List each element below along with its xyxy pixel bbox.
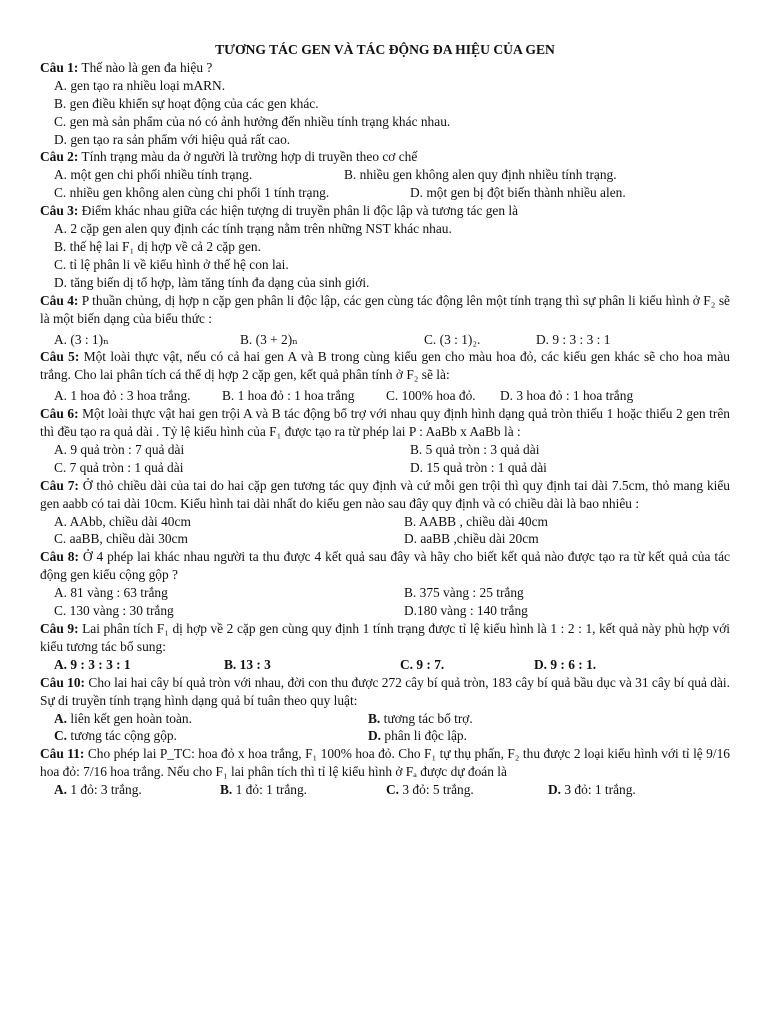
question-3 <box>40 202 730 220</box>
question-text: Lai phân tích F₁ dị hợp về 2 cặp gen cùng quy định 1 tính trạng được tỉ lệ kiểu hình là 1 : 2 : 1, kết quả này phù hợp với kiểu tương tác bổ sung: <box>40 621 730 654</box>
q11-option-c: C. 3 đỏ: 5 trắng. <box>386 782 474 798</box>
q9-options-row <box>40 656 730 674</box>
question-text: Một loài thực vật, nếu có cả hai gen A và B trong cùng kiểu gen cho màu hoa đỏ, các kiểu gen khác sẽ cho hoa màu trắng. Cho lai phân tích cá thể dị hợp 2 cặp gen, kết quả phân tính ở F₂ sẽ là: <box>40 349 730 383</box>
question-label: Câu 1: <box>40 59 79 75</box>
q1-option-a: A. gen tạo ra nhiều loại mARN. <box>54 77 226 93</box>
question-text: Ở thỏ chiều dài của tai do hai cặp gen tương tác quy định và cứ mỗi gen trội thì quy định tai dài 7.5cm, thỏ mang kiểu gen aabb có tai dài 10cm. Kiểu hình tai dài nhất do kiểu gen nào sau đây quy định và có chiều dài là bao nhiêu : <box>40 477 730 511</box>
q2-options-row-1 <box>40 166 730 184</box>
question-9 <box>40 620 730 656</box>
question-text: Điểm khác nhau giữa các hiện tượng di truyền phân li độc lập và tương tác gen là <box>78 203 519 219</box>
q9-option-b: B. 13 : 3 <box>224 656 271 672</box>
q8-options-row-1 <box>40 584 730 602</box>
question-label: Câu 3: <box>40 203 79 219</box>
question-4 <box>40 292 730 328</box>
q2-option-b: B. nhiều gen không alen quy định nhiều tính trạng. <box>344 167 617 183</box>
question-7 <box>40 477 730 513</box>
question-11 <box>40 745 730 781</box>
q10-options-row-2 <box>40 727 730 745</box>
q6-options-row-2 <box>40 459 730 477</box>
q8-option-c: C. 130 vàng : 30 trắng <box>54 603 174 619</box>
question-label: Câu 10: <box>40 674 86 690</box>
q6-option-a: A. 9 quả tròn : 7 quả dài <box>54 441 185 457</box>
q5-option-b: B. 1 hoa đỏ : 1 hoa trắng <box>222 388 355 404</box>
question-label: Câu 11: <box>40 746 85 762</box>
question-1 <box>40 59 730 77</box>
question-text: P thuần chủng, dị hợp n cặp gen phân li độc lập, các gen cùng tác động lên một tính trạng thì sự phân li kiểu hình ở F₂ sẽ là một biến dạng của biểu thức : <box>40 292 730 326</box>
question-text: Một loài thực vật hai gen trội A và B tác động bổ trợ với nhau quy định hình dạng quả tròn thiếu 1 hoặc thiếu 2 gen trên thì đều tạo ra quả dài . Tỷ lệ kiểu hình của F₁ được tạo ra từ phép lai P : AaBb x AaBb là : <box>40 406 730 440</box>
question-text: Cho phép lai P_TC: hoa đỏ x hoa trắng, F₁ 100% hoa đỏ. Cho F₁ tự thụ phấn, F₂ thu được 2 loại kiểu hình với tỉ lệ 9/16 hoa đỏ: 7/16 hoa trắng. Nếu cho F₁ lai phân tích thì tỉ lệ kiểu hình ở Fₐ được dự đoán là <box>40 746 730 780</box>
question-label: Câu 7: <box>40 477 79 493</box>
q3-option-a: A. 2 cặp gen alen quy định các tính trạng nằm trên những NST khác nhau. <box>54 221 452 237</box>
q5-option-c: C. 100% hoa đỏ. <box>386 388 476 404</box>
q5-option-d: D. 3 hoa đỏ : 1 hoa trắng <box>500 388 634 404</box>
worksheet-page <box>40 41 730 799</box>
q6-option-b: B. 5 quả tròn : 3 quả dài <box>410 441 540 457</box>
q4-option-a: A. (3 : 1)ₙ <box>54 331 109 347</box>
q11-option-d: D. 3 đỏ: 1 trắng. <box>548 782 636 798</box>
q4-option-d: D. 9 : 3 : 3 : 1 <box>536 331 611 347</box>
page-title: TƯƠNG TÁC GEN VÀ TÁC ĐỘNG ĐA HIỆU CỦA GEN <box>215 42 555 57</box>
q3-option-d: D. tăng biến dị tổ hợp, làm tăng tính đa dạng của sinh giới. <box>54 274 370 290</box>
q11-option-b: B. 1 đỏ: 1 trắng. <box>220 782 308 798</box>
q10-option-a: A. liên kết gen hoàn toàn. <box>54 710 192 726</box>
q5-options-row <box>40 387 730 405</box>
q11-options-row <box>40 781 730 799</box>
q6-option-d: D. 15 quả tròn : 1 quả dài <box>410 459 547 475</box>
q4-option-b: B. (3 + 2)ₙ <box>240 331 298 347</box>
q9-option-d: D. 9 : 6 : 1. <box>534 656 597 672</box>
q8-option-d: D.180 vàng : 140 trắng <box>404 603 528 619</box>
question-text: Ở 4 phép lai khác nhau người ta thu được 4 kết quả sau đây và hãy cho biết kết quả nào được tạo ra từ kết quả của tác động gen kiểu cộng gộp ? <box>40 549 730 583</box>
question-text: Cho lai hai cây bí quả tròn với nhau, đời con thu được 272 cây bí quả tròn, 183 cây bí quả bầu dục và 31 cây bí quả dài. Sự di truyền tính trạng hình dạng quả bí tuân theo quy luật: <box>40 674 730 708</box>
q7-options-row-1 <box>40 513 730 531</box>
q6-options-row-1 <box>40 441 730 459</box>
q7-options-row-2 <box>40 530 730 548</box>
question-10 <box>40 674 730 710</box>
q7-option-b: B. AABB , chiều dài 40cm <box>404 513 548 529</box>
question-8 <box>40 548 730 584</box>
q8-option-b: B. 375 vàng : 25 trắng <box>404 585 524 601</box>
question-label: Câu 8: <box>40 549 79 565</box>
q11-option-a: A. 1 đỏ: 3 trắng. <box>54 782 142 798</box>
q10-option-c: C. tương tác cộng gộp. <box>54 728 177 744</box>
q3-option-c: C. tỉ lệ phân li về kiểu hình ở thế hệ con lai. <box>54 256 289 272</box>
q4-option-c: C. (3 : 1)₂. <box>424 331 481 347</box>
q9-option-c: C. 9 : 7. <box>400 656 445 672</box>
q1-option-b: B. gen điều khiển sự hoạt động của các gen khác. <box>54 95 319 111</box>
q7-option-c: C. aaBB, chiều dài 30cm <box>54 531 188 547</box>
q8-option-a: A. 81 vàng : 63 trắng <box>54 585 168 601</box>
q7-option-a: A. AAbb, chiều dài 40cm <box>54 513 191 529</box>
q1-option-d: D. gen tạo ra sản phẩm với hiệu quả rất cao. <box>54 131 291 147</box>
q2-option-d: D. một gen bị đột biến thành nhiều alen. <box>410 185 626 201</box>
q6-option-c: C. 7 quả tròn : 1 quả dài <box>54 459 184 475</box>
q3-option-b: B. thế hệ lai F₁ dị hợp về cả 2 cặp gen. <box>54 238 261 254</box>
question-text: Thế nào là gen đa hiệu ? <box>78 59 213 75</box>
question-label: Câu 2: <box>40 149 79 165</box>
q10-option-d: D. phân li độc lập. <box>368 728 467 744</box>
question-5 <box>40 348 730 384</box>
q4-options-row <box>40 331 730 349</box>
q2-options-row-2 <box>40 184 730 202</box>
q10-options-row-1 <box>40 710 730 728</box>
q8-options-row-2 <box>40 602 730 620</box>
q10-option-b: B. tương tác bổ trợ. <box>368 710 473 726</box>
question-label: Câu 4: <box>40 292 79 308</box>
q9-option-a: A. 9 : 3 : 3 : 1 <box>54 656 131 672</box>
question-label: Câu 5: <box>40 349 80 365</box>
q1-option-c: C. gen mà sản phẩm của nó có ảnh hưởng đến nhiều tính trạng khác nhau. <box>54 113 451 129</box>
question-6 <box>40 405 730 441</box>
question-2 <box>40 148 730 166</box>
question-label: Câu 9: <box>40 621 79 636</box>
q2-option-c: C. nhiều gen không alen cùng chi phối 1 tính trạng. <box>54 185 330 201</box>
question-label: Câu 6: <box>40 406 79 422</box>
q5-option-a: A. 1 hoa đỏ : 3 hoa trắng. <box>54 388 191 404</box>
q2-option-a: A. một gen chi phối nhiều tính trạng. <box>54 167 253 183</box>
q7-option-d: D. aaBB ,chiều dài 20cm <box>404 531 539 547</box>
question-text: Tính trạng màu da ở người là trường hợp di truyền theo cơ chế <box>78 149 418 165</box>
